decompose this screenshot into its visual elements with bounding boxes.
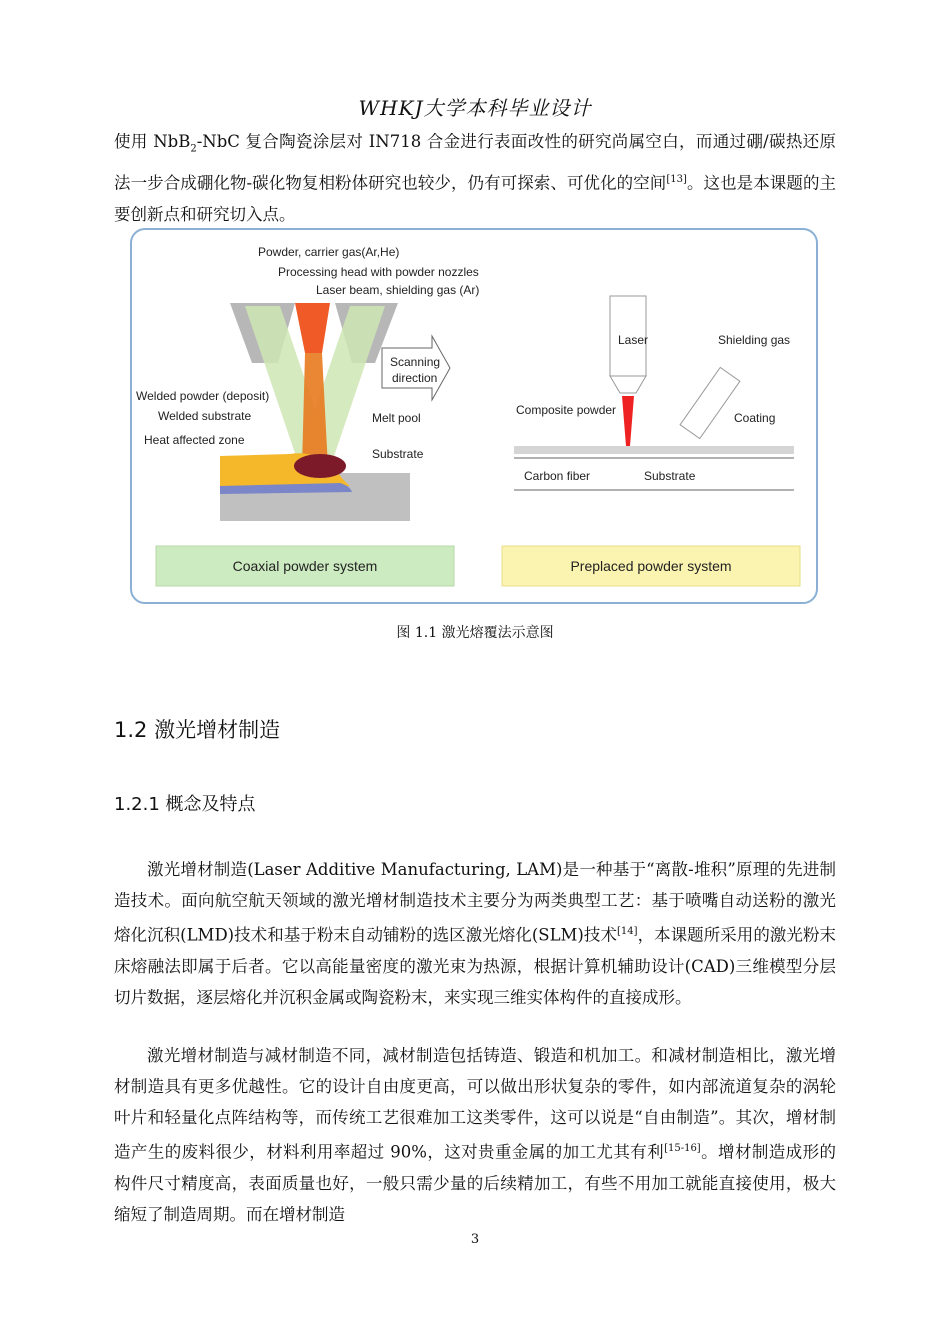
figure-svg [130, 228, 818, 604]
label-welded-powder: Welded powder (deposit) [136, 389, 270, 403]
body-paragraph-2 [114, 1040, 836, 1230]
p1-text-b: ，本课题所采用的激光粉末床熔融法即属于后者。它以高能量密度的激光束为热源，根据计算机辅助设计(CAD)三维模型分层切片数据，逐层熔化并沉积金属或陶瓷粉末，来实现三维实体构件的直接成形。 [114, 925, 836, 1007]
page-header: WHKJ大学本科毕业设计 [358, 96, 592, 120]
melt-pool [294, 454, 346, 478]
label-laser: Laser [618, 333, 649, 347]
intro-text-c: 。这也是本课题的主要创新点和研究切入点。 [114, 173, 837, 224]
label-welded-substrate: Welded substrate [158, 409, 252, 423]
coaxial-title: Coaxial powder system [232, 558, 378, 574]
intro-text-a: 使用 NbB [114, 132, 191, 151]
page-number: 3 [470, 1232, 480, 1247]
intro-subscript: 2 [190, 143, 197, 155]
p2-text-a: 激光增材制造与减材制造不同，减材制造包括铸造、锻造和机加工。和减材制造相比，激光增材制造具有更多优越性。它的设计自由度更高，可以做出形状复杂的零件，如内部流道复杂的涡轮叶片和轻量化点阵结构等，而传统工艺很难加工这类零件，这可以说是“自由制造”。其次，增材制造产生的废料很少，材料利用率超过 90%，这对贵重金属的加工尤其有利 [114, 1046, 836, 1162]
p2-text-b: 。增材制造成形的构件尺寸精度高，表面质量也好，一般只需少量的后续精加工，有些不用加工就能直接使用，极大缩短了制造周期。而在增材制造 [114, 1142, 837, 1224]
citation-14[interactable]: [14] [617, 926, 638, 937]
body-paragraph-1 [114, 854, 836, 1013]
label-melt-pool: Melt pool [372, 411, 421, 425]
citation-13[interactable]: [13] [666, 174, 687, 186]
label-substrate-left: Substrate [372, 447, 424, 461]
label-haz: Heat affected zone [144, 433, 245, 447]
label-head: Processing head with powder nozzles [278, 265, 479, 279]
label-laser-beam: Laser beam, shielding gas (Ar) [316, 283, 480, 297]
label-direction: direction [392, 371, 438, 385]
figure-caption: 图 1.1 激光熔覆法示意图 [396, 625, 554, 641]
intro-paragraph [114, 126, 836, 230]
section-heading: 1.2 激光增材制造 [114, 718, 281, 742]
label-powder-gas: Powder, carrier gas(Ar,He) [258, 245, 400, 259]
laser-cladding-figure [130, 228, 818, 604]
citation-15-16[interactable]: [15-16] [664, 1143, 701, 1154]
preplaced-title: Preplaced powder system [570, 558, 732, 574]
label-carbon-fiber: Carbon fiber [524, 469, 591, 483]
intro-text-b: -NbC 复合陶瓷涂层对 IN718 合金进行表面改性的研究尚属空白，而通过硼/碳热还原法一步合成硼化物-碳化物复相粉体研究也较少，仍有可探索、可优化的空间 [114, 132, 836, 193]
label-composite-powder: Composite powder [516, 403, 617, 417]
label-coating: Coating [734, 411, 776, 425]
label-shielding-gas: Shielding gas [718, 333, 791, 347]
coating-layer [514, 446, 794, 454]
p1-text-a: 激光增材制造(Laser Additive Manufacturing, LAM)是一种基于“离散-堆积”原理的先进制造技术。面向航空航天领域的激光增材制造技术主要分为两类典型工艺：基于喷嘴自动送粉的激光熔化沉积(LMD)技术和基于粉末自动铺粉的选区激光熔化(SLM)技术 [114, 860, 836, 945]
subsection-heading: 1.2.1 概念及特点 [114, 794, 256, 815]
label-scanning: Scanning [390, 355, 441, 369]
label-substrate-right: Substrate [644, 469, 696, 483]
